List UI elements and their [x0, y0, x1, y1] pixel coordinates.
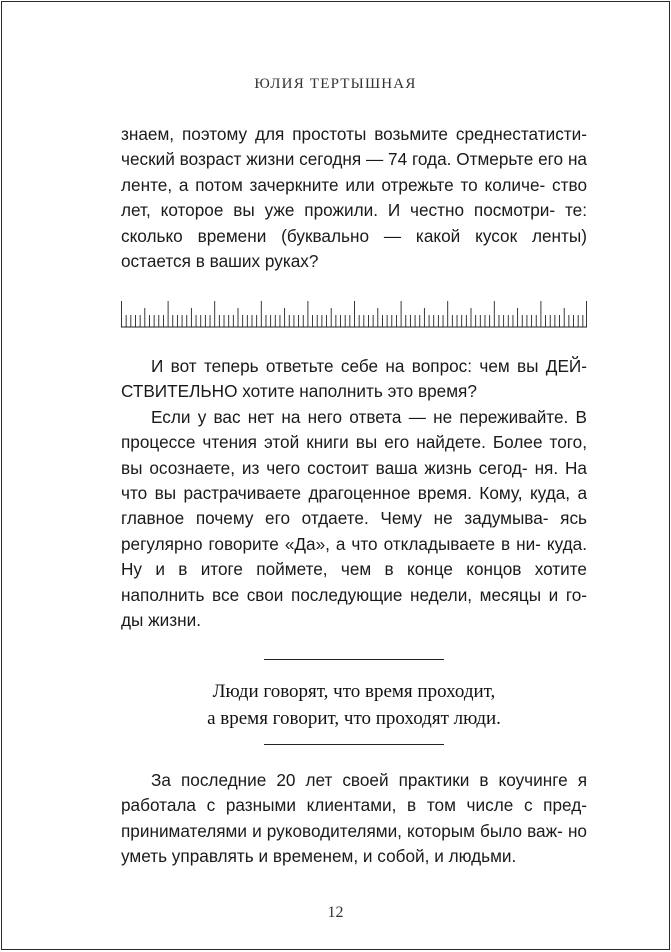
ruler-tape-illustration: [121, 300, 587, 330]
text-line: того, вы осознаете, из чего состоит ваша жизнь сегод-: [121, 432, 587, 478]
text-line: ство лет, которое вы уже прожили. И честно посмотри-: [121, 174, 588, 221]
text-line: ясь регулярно говорите «Да», а что откладываете в ни-: [121, 508, 588, 554]
text-line: За последние 20 лет своей практики в коучинге: [151, 770, 568, 790]
text-line: наполнить все свои последующие недели, месяцы и го-: [121, 584, 587, 605]
text-line: ды жизни.: [121, 610, 202, 631]
paragraph: [121, 122, 587, 274]
quote-line: Люди говорят, что время проходит,: [212, 681, 496, 702]
text-line: те: сколько времени (буквально — какой кусок ленты): [121, 200, 587, 246]
quote-divider-bottom: [264, 744, 444, 745]
text-line: ня. На что вы растрачиваете драгоценное время. Кому,: [121, 457, 587, 504]
paragraph: [121, 354, 587, 405]
running-head: ЮЛИЯ ТЕРТЫШНАЯ: [254, 76, 417, 92]
book-page: [1, 1, 670, 950]
text-block-intro: [121, 122, 587, 274]
text-line: В процессе чтения этой книги вы его найдете. Более: [121, 406, 587, 453]
text-line: И вот теперь ответьте себе на вопрос: чем вы ДЕЙ-: [151, 356, 587, 376]
text-line: принимателями и руководителями, которым было важ-: [121, 820, 563, 841]
text-line: но уметь управлять и временем, и собой, и людьми.: [121, 820, 587, 867]
quote-divider-top: [264, 659, 444, 660]
text-line: я работала с разными клиентами, в том числе с пред-: [121, 770, 587, 816]
quote-line: а время говорит, что проходят люди.: [207, 708, 501, 729]
text-block-question: [121, 354, 587, 633]
text-line: знаем, поэтому для простоты возьмите среднестатисти-: [121, 124, 587, 144]
text-line: Если у вас нет на него ответа — не переживайте.: [151, 406, 569, 427]
text-line: на ленте, а потом зачеркните или отрежьте то количе-: [121, 149, 587, 195]
pull-quote: [121, 678, 587, 732]
text-line: куда. Ну и в итоге поймете, чем в конце концов хотите: [121, 533, 587, 580]
text-line: СТВИТЕЛЬНО хотите наполнить это время?: [121, 381, 477, 402]
paragraph: [121, 405, 587, 634]
paragraph: [121, 768, 587, 870]
text-block-coaching: [121, 768, 587, 870]
text-line: куда, а главное почему его отдаете. Чему не задумыва-: [121, 483, 588, 529]
page-number: 12: [327, 904, 344, 921]
text-line: ческий возраст жизни сегодня — 74 года. Отмерьте его: [121, 149, 564, 170]
text-line: остается в ваших руках?: [121, 251, 319, 272]
